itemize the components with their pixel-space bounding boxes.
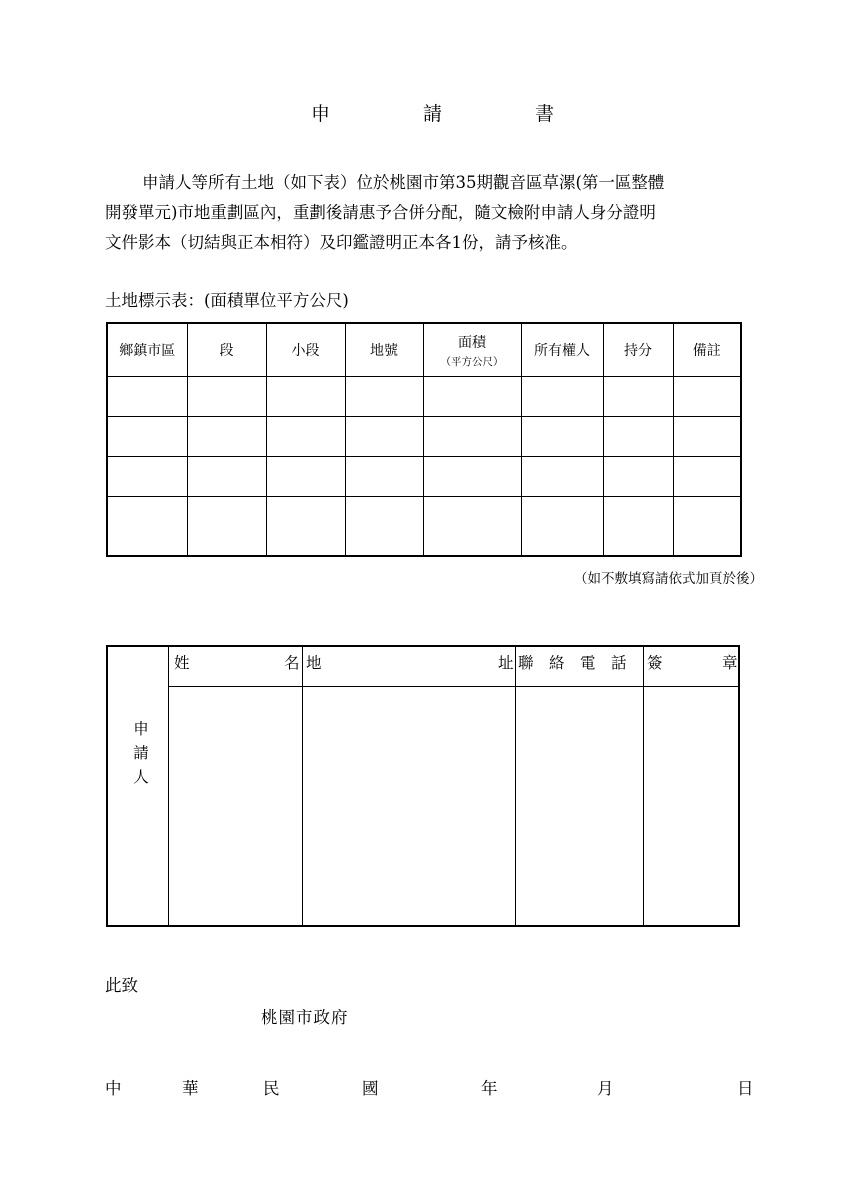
application-paragraph — [105, 168, 775, 258]
paragraph-line: 文件影本（切結與正本相符）及印鑑證明正本各1份，請予核准。 — [105, 233, 578, 252]
closing-salutation: 此致 — [105, 976, 138, 995]
date-char: 年 — [481, 1079, 498, 1098]
applicant-name-field[interactable] — [169, 687, 302, 925]
header-owner: 所有權人 — [521, 323, 603, 377]
table-cell[interactable] — [107, 416, 187, 456]
table-row — [107, 496, 741, 556]
table-cell[interactable] — [423, 377, 521, 417]
title-char: 書 — [535, 103, 555, 125]
table-cell[interactable] — [603, 456, 673, 496]
table-cell[interactable] — [187, 416, 266, 456]
table-cell[interactable] — [603, 496, 673, 556]
header-area: 面積 （平方公尺） — [423, 323, 521, 377]
applicant-seal-field[interactable] — [644, 687, 738, 925]
table-cell[interactable] — [187, 377, 266, 417]
header-share: 持分 — [603, 323, 673, 377]
land-table — [106, 322, 742, 557]
applicant-side-label: 申 請 人 — [133, 720, 149, 786]
table-cell[interactable] — [423, 456, 521, 496]
table-cell[interactable] — [423, 416, 521, 456]
header-section: 段 — [187, 323, 266, 377]
title-char: 申 — [311, 103, 331, 125]
date-char: 民 — [263, 1079, 280, 1098]
table-cell[interactable] — [266, 496, 345, 556]
date-char: 華 — [182, 1079, 199, 1098]
header-district: 鄉鎮市區 — [107, 323, 187, 377]
table-cell[interactable] — [673, 416, 741, 456]
table-cell[interactable] — [673, 456, 741, 496]
header-address-char: 地 — [306, 654, 322, 672]
table-cell[interactable] — [107, 456, 187, 496]
table-cell[interactable] — [266, 456, 345, 496]
table-cell[interactable] — [187, 496, 266, 556]
table-cell[interactable] — [345, 416, 423, 456]
table-cell[interactable] — [521, 416, 603, 456]
table-cell[interactable] — [266, 416, 345, 456]
applicant-address-field[interactable] — [303, 687, 515, 925]
table-cell[interactable] — [521, 456, 603, 496]
applicant-table — [106, 645, 740, 927]
table-cell[interactable] — [345, 377, 423, 417]
date-char: 月 — [597, 1079, 614, 1098]
land-table-caption: 土地標示表：(面積單位平方公尺) — [105, 291, 349, 310]
header-name-char: 名 — [284, 654, 300, 672]
table-cell[interactable] — [266, 377, 345, 417]
table-cell[interactable] — [423, 496, 521, 556]
table-cell[interactable] — [107, 496, 187, 556]
land-table-header-row — [107, 323, 741, 377]
table-row — [107, 377, 741, 417]
table-cell[interactable] — [521, 496, 603, 556]
table-cell[interactable] — [603, 416, 673, 456]
date-char: 中 — [105, 1079, 122, 1098]
area-unit: （平方公尺） — [440, 355, 504, 368]
table-row — [107, 416, 741, 456]
header-name-char: 姓 — [174, 654, 190, 672]
date-char: 日 — [737, 1079, 754, 1098]
table-row — [107, 456, 741, 496]
date-char: 國 — [362, 1079, 379, 1098]
table-cell[interactable] — [107, 377, 187, 417]
table-cell[interactable] — [187, 456, 266, 496]
paragraph-line: 申請人等所有土地（如下表）位於桃園市第35期觀音區草漯(第一區整體 — [142, 173, 665, 192]
table-cell[interactable] — [673, 377, 741, 417]
title-char: 請 — [423, 103, 443, 125]
recipient: 桃園市政府 — [261, 1008, 349, 1027]
table-cell[interactable] — [673, 496, 741, 556]
header-address-char: 址 — [498, 654, 514, 672]
header-subsection: 小段 — [266, 323, 345, 377]
applicant-phone-field[interactable] — [516, 687, 643, 925]
header-lot-number: 地號 — [345, 323, 423, 377]
header-phone: 聯 絡 電 話 — [518, 654, 627, 672]
table-cell[interactable] — [521, 377, 603, 417]
table-cell[interactable] — [345, 496, 423, 556]
header-seal-char: 簽 — [647, 654, 663, 672]
header-remarks: 備註 — [673, 323, 741, 377]
table-cell[interactable] — [345, 456, 423, 496]
paragraph-line: 開發單元)市地重劃區內，重劃後請惠予合併分配，隨文檢附申請人身分證明 — [105, 203, 656, 222]
land-table-note: （如不敷填寫請依式加頁於後） — [574, 571, 763, 587]
table-cell[interactable] — [603, 377, 673, 417]
header-seal-char: 章 — [722, 654, 738, 672]
